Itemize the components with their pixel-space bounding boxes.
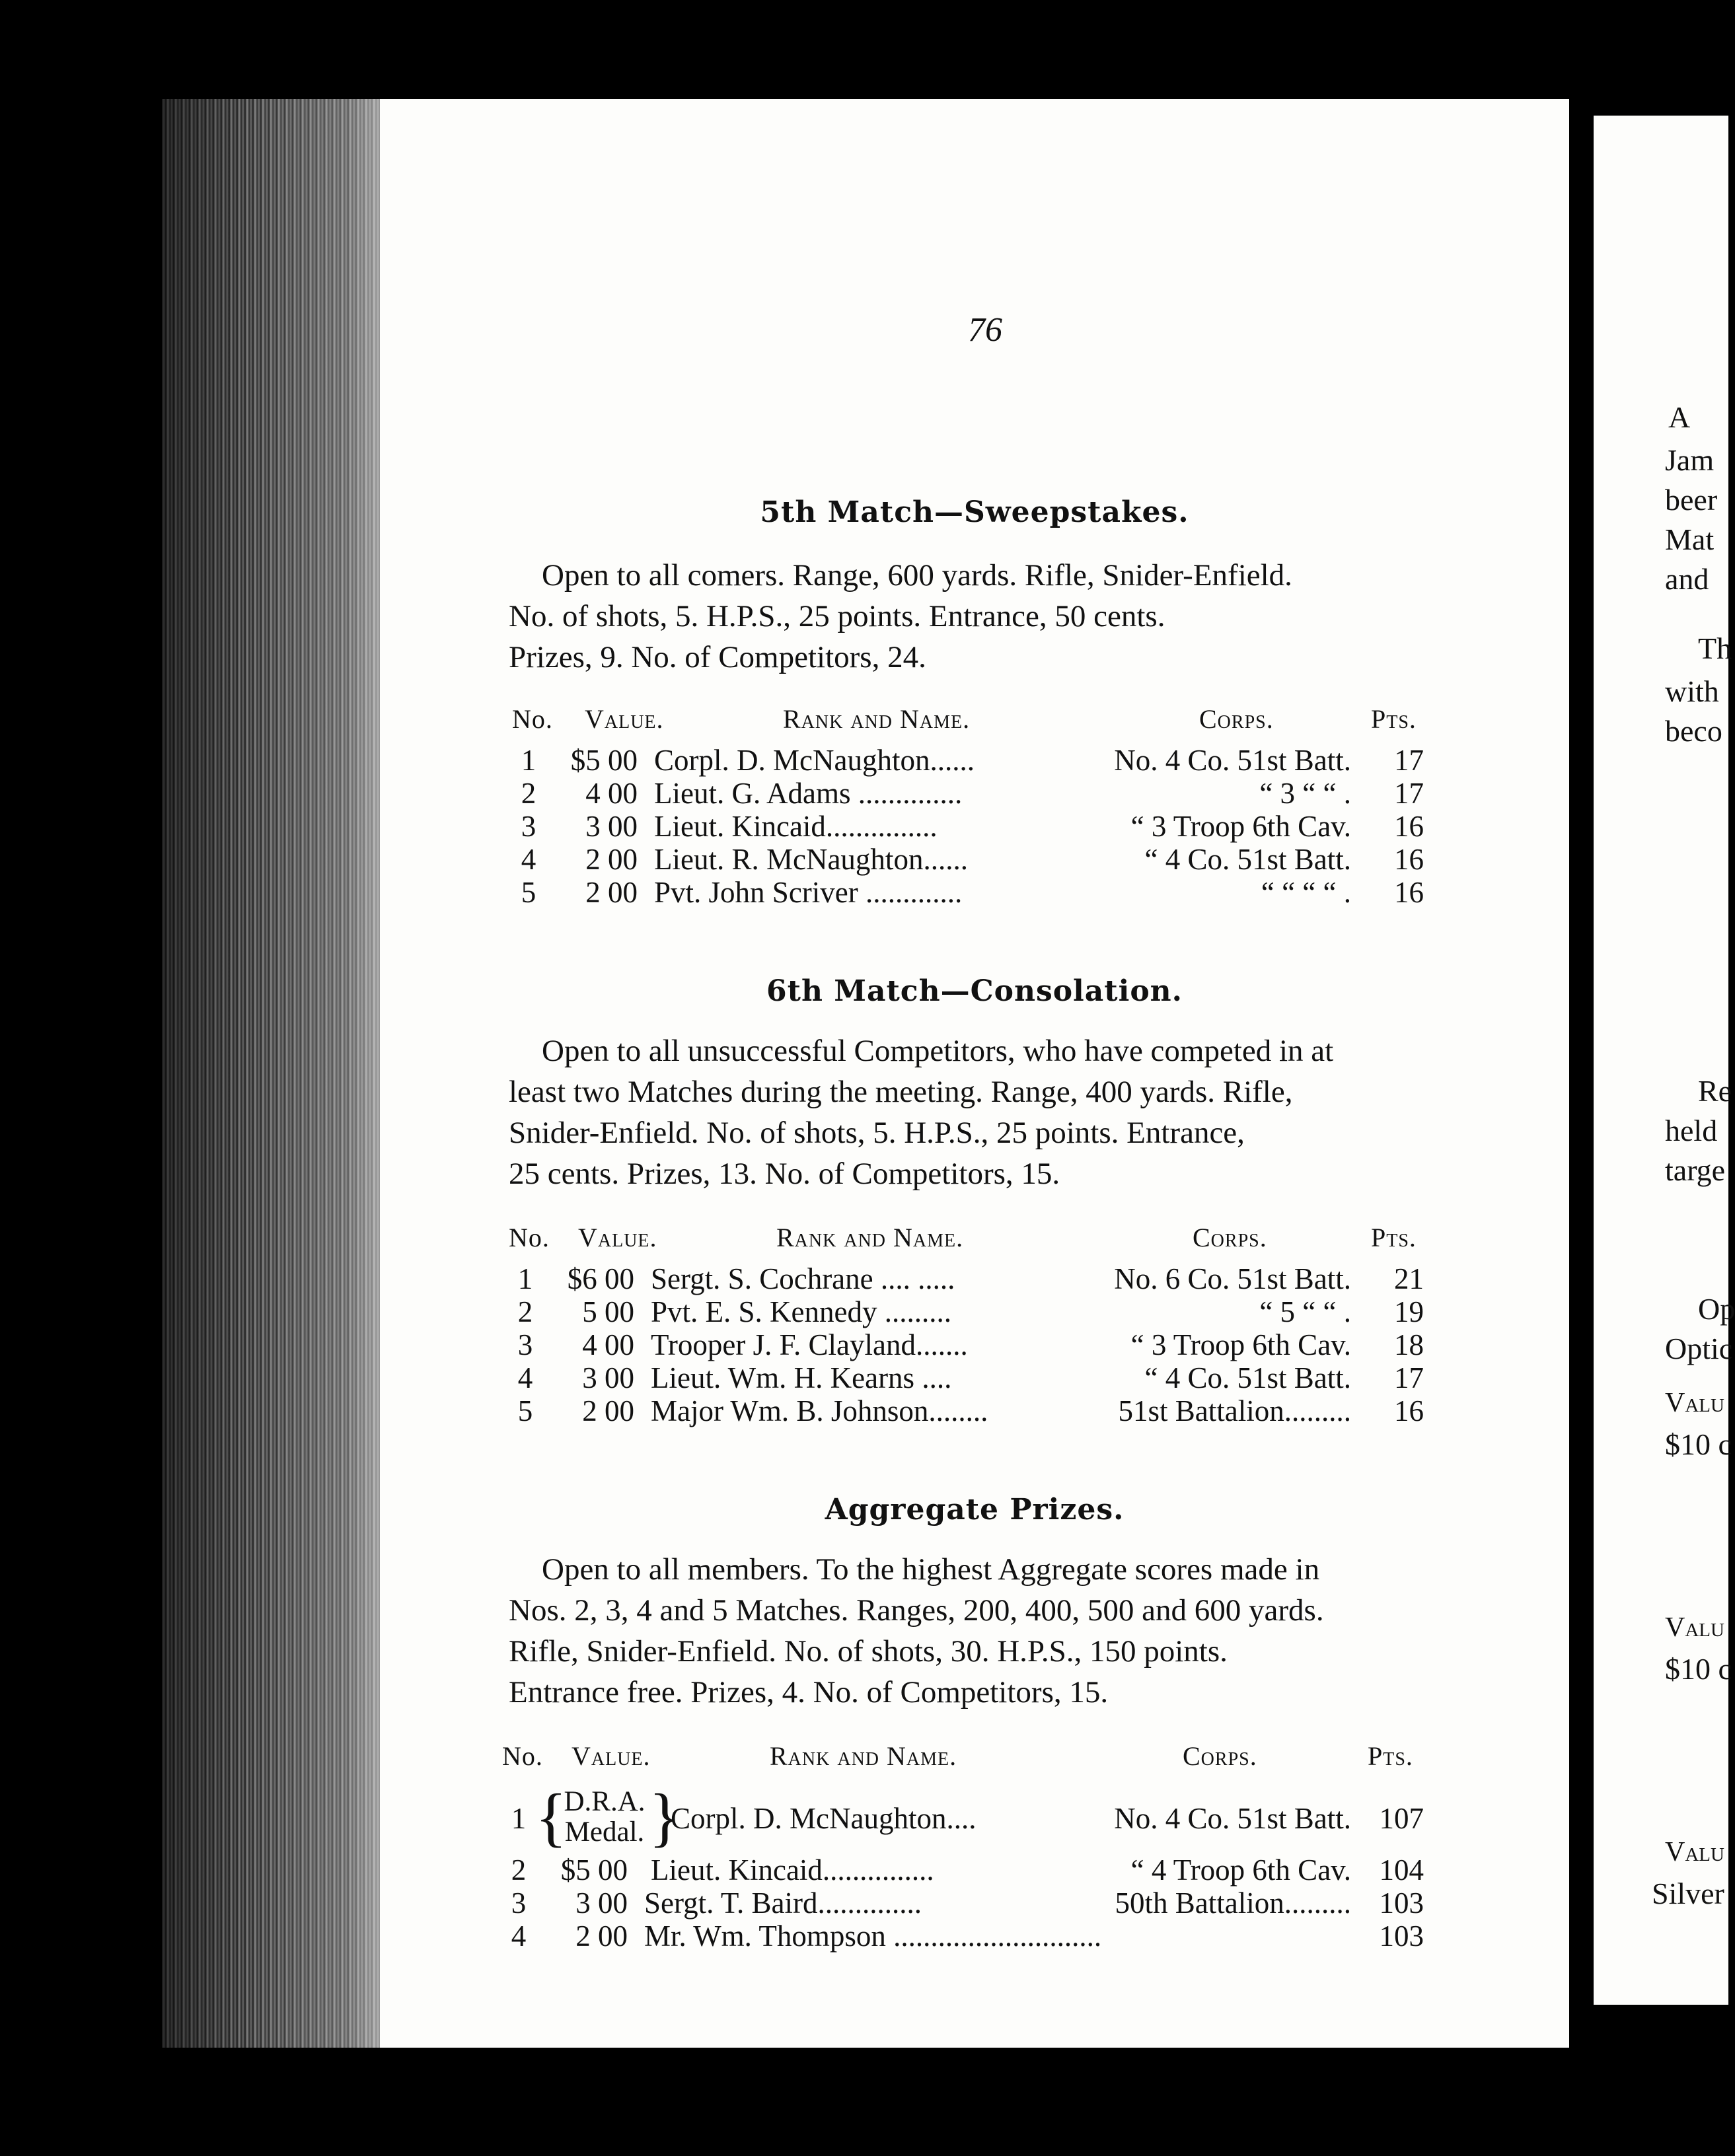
table-row	[502, 1780, 1424, 1853]
row-pts: 17	[1394, 744, 1424, 777]
row-no: 4	[511, 1920, 527, 1953]
book-spine-shadow	[1579, 116, 1594, 2005]
row-pts: 16	[1394, 1394, 1424, 1427]
left-page	[380, 99, 1569, 2048]
row-value: 3 00	[582, 1361, 634, 1394]
description-line: No. of shots, 5. H.P.S., 25 points. Entrance, 50 cents.	[509, 599, 1165, 633]
row-corps: “ 3 “ “ .	[1259, 777, 1351, 810]
table-row	[509, 1328, 1424, 1361]
row-no: 3	[521, 810, 536, 843]
right-page-text: Silver	[1652, 1877, 1724, 1910]
row-corps: “ 4 Co. 51st Batt.	[1144, 843, 1351, 876]
row-corps: “ 5 “ “ .	[1259, 1295, 1351, 1328]
row-value: 2 00	[575, 1920, 628, 1953]
row-pts: 16	[1394, 843, 1424, 876]
row-value: 4 00	[582, 1328, 634, 1361]
col-header-corps: Corps.	[1199, 704, 1274, 734]
row-name: Lieut. R. McNaughton......	[654, 843, 968, 876]
right-page-text: A	[1668, 400, 1691, 434]
row-name: Sergt. T. Baird..............	[644, 1886, 922, 1920]
col-header-no: No.	[509, 1223, 550, 1252]
table-row	[509, 1295, 1424, 1328]
row-corps: “ “ “ “ .	[1261, 876, 1351, 909]
section-title-aggregate-prizes: Aggregate Prizes.	[825, 1493, 1125, 1527]
right-page-text: $10 c	[1665, 1427, 1732, 1461]
row-value: $5 00	[560, 1853, 628, 1886]
right-page-text: Th	[1698, 631, 1732, 665]
col-header-corps: Corps.	[1193, 1223, 1267, 1252]
row-pts: 17	[1394, 777, 1424, 810]
row-value: 2 00	[585, 843, 638, 876]
description-line: Entrance free. Prizes, 4. No. of Competitors, 15.	[509, 1675, 1109, 1709]
row-name: Corpl. D. McNaughton......	[654, 744, 975, 777]
row-value: 3 00	[575, 1886, 628, 1920]
row-value: $6 00	[567, 1262, 634, 1295]
row-no: 5	[517, 1394, 533, 1427]
col-header-name: Rank and Name.	[783, 704, 971, 734]
left-brace: {	[535, 1780, 567, 1853]
row-corps: “ 3 Troop 6th Cav.	[1130, 810, 1351, 843]
right-page-text: Re	[1698, 1074, 1732, 1108]
right-page-text: Jam	[1665, 443, 1715, 477]
table-row	[512, 776, 1424, 809]
right-page-text: Valu	[1665, 1388, 1724, 1418]
table-row	[509, 1262, 1424, 1295]
col-header-pts: Pts.	[1368, 1741, 1413, 1771]
book-page-edges	[162, 99, 380, 2048]
row-pts: 104	[1379, 1853, 1424, 1886]
right-page-text: beer	[1665, 483, 1718, 517]
row-name: Pvt. E. S. Kennedy .........	[651, 1295, 951, 1328]
row-value: D.R.A. Medal.	[564, 1786, 646, 1848]
table-row	[509, 1394, 1424, 1427]
table-row	[502, 1886, 1424, 1919]
section-title-6th-match: 6th Match—Consolation.	[766, 974, 1183, 1008]
row-name: Sergt. S. Cochrane .... .....	[651, 1262, 955, 1295]
table-row	[502, 1919, 1424, 1952]
right-page-text: with	[1665, 674, 1719, 708]
col-header-no: No.	[512, 704, 553, 734]
row-value: $5 00	[570, 744, 638, 777]
col-header-value: Value.	[585, 704, 664, 734]
row-value: 4 00	[585, 777, 638, 810]
section-description	[509, 1030, 1430, 1194]
row-corps: “ 4 Troop 6th Cav.	[1130, 1853, 1351, 1886]
right-page-fragment	[1579, 116, 1735, 2005]
row-pts: 16	[1394, 876, 1424, 909]
row-pts: 107	[1379, 1802, 1424, 1835]
row-corps: “ 4 Co. 51st Batt.	[1144, 1361, 1351, 1394]
description-line: Open to all comers. Range, 600 yards. Rifle, Snider-Enfield.	[542, 558, 1292, 593]
right-page-text: Op	[1698, 1292, 1735, 1326]
table-row	[502, 1853, 1424, 1886]
right-page-text: Valu	[1665, 1837, 1724, 1867]
row-value: 2 00	[582, 1394, 634, 1427]
row-corps: 50th Battalion.........	[1115, 1886, 1351, 1920]
table-row	[512, 875, 1424, 908]
row-value: 5 00	[582, 1295, 634, 1328]
row-corps: No. 4 Co. 51st Batt.	[1114, 1802, 1351, 1835]
row-name: Lieut. Kincaid...............	[651, 1853, 934, 1886]
row-pts: 103	[1379, 1886, 1424, 1920]
row-name: Corpl. D. McNaughton....	[671, 1802, 977, 1835]
row-no: 3	[517, 1328, 533, 1361]
col-header-name: Rank and Name.	[776, 1223, 964, 1252]
description-line: Prizes, 9. No. of Competitors, 24.	[509, 640, 926, 674]
row-no: 1	[521, 744, 536, 777]
description-line: Open to all members. To the highest Aggregate scores made in	[542, 1552, 1320, 1587]
right-page-text: Optic	[1665, 1332, 1733, 1365]
row-name: Lieut. Kincaid...............	[654, 810, 938, 843]
right-page-text: targe	[1665, 1153, 1726, 1187]
description-line: Snider-Enfield. No. of shots, 5. H.P.S., 25 points. Entrance,	[509, 1116, 1245, 1150]
row-corps: No. 6 Co. 51st Batt.	[1114, 1262, 1351, 1295]
row-corps: 51st Battalion.........	[1118, 1394, 1351, 1427]
section-description	[509, 555, 1430, 678]
row-no: 4	[517, 1361, 533, 1394]
row-no: 2	[517, 1295, 533, 1328]
table-row	[509, 1361, 1424, 1394]
row-no: 2	[521, 777, 536, 810]
right-page-text: Valu	[1665, 1612, 1724, 1643]
row-pts: 17	[1394, 1361, 1424, 1394]
row-pts: 103	[1379, 1920, 1424, 1953]
description-line: Nos. 2, 3, 4 and 5 Matches. Ranges, 200, 400, 500 and 600 yards.	[509, 1593, 1324, 1628]
description-line: Rifle, Snider-Enfield. No. of shots, 30. H.P.S., 150 points.	[509, 1634, 1228, 1669]
section-title-5th-match: 5th Match—Sweepstakes.	[760, 495, 1189, 529]
right-page-text: and	[1665, 562, 1709, 596]
row-pts: 16	[1394, 810, 1424, 843]
right-brace: }	[649, 1780, 681, 1853]
row-name: Lieut. G. Adams ..............	[654, 777, 963, 810]
table-row	[512, 809, 1424, 842]
row-pts: 19	[1394, 1295, 1424, 1328]
col-header-pts: Pts.	[1371, 704, 1417, 734]
row-name: Pvt. John Scriver .............	[654, 876, 963, 909]
row-value: 2 00	[585, 876, 638, 909]
description-line: Open to all unsuccessful Competitors, who have competed in at	[542, 1034, 1334, 1068]
page-number: 76	[968, 311, 1002, 349]
row-no: 1	[517, 1262, 533, 1295]
row-no: 2	[511, 1853, 527, 1886]
row-name: Trooper J. F. Clayland.......	[651, 1328, 968, 1361]
col-header-corps: Corps.	[1183, 1741, 1257, 1771]
row-value: 3 00	[585, 810, 638, 843]
row-corps: “ 3 Troop 6th Cav.	[1130, 1328, 1351, 1361]
right-page-text: Mat	[1665, 522, 1715, 556]
col-header-value: Value.	[572, 1741, 651, 1771]
row-no: 1	[511, 1802, 527, 1835]
table-row	[512, 743, 1424, 776]
row-name: Lieut. Wm. H. Kearns ....	[651, 1361, 952, 1394]
row-pts: 21	[1394, 1262, 1424, 1295]
row-corps: No. 4 Co. 51st Batt.	[1114, 744, 1351, 777]
description-line: 25 cents. Prizes, 13. No. of Competitors, 15.	[509, 1157, 1060, 1191]
right-page-text: held	[1665, 1114, 1718, 1147]
col-header-name: Rank and Name.	[770, 1741, 957, 1771]
col-header-pts: Pts.	[1371, 1223, 1417, 1252]
col-header-no: No.	[502, 1741, 543, 1771]
description-line: least two Matches during the meeting. Range, 400 yards. Rifle,	[509, 1075, 1293, 1109]
row-no: 5	[521, 876, 536, 909]
row-name: Major Wm. B. Johnson........	[651, 1394, 988, 1427]
row-no: 4	[521, 843, 536, 876]
table-row	[512, 842, 1424, 875]
col-header-value: Value.	[578, 1223, 657, 1252]
right-page-text: beco	[1665, 714, 1722, 748]
row-pts: 18	[1394, 1328, 1424, 1361]
row-name: Mr. Wm. Thompson ............................	[644, 1920, 1102, 1953]
section-description	[509, 1549, 1430, 1713]
row-no: 3	[511, 1886, 527, 1920]
right-page-text: $10 c	[1665, 1652, 1732, 1686]
